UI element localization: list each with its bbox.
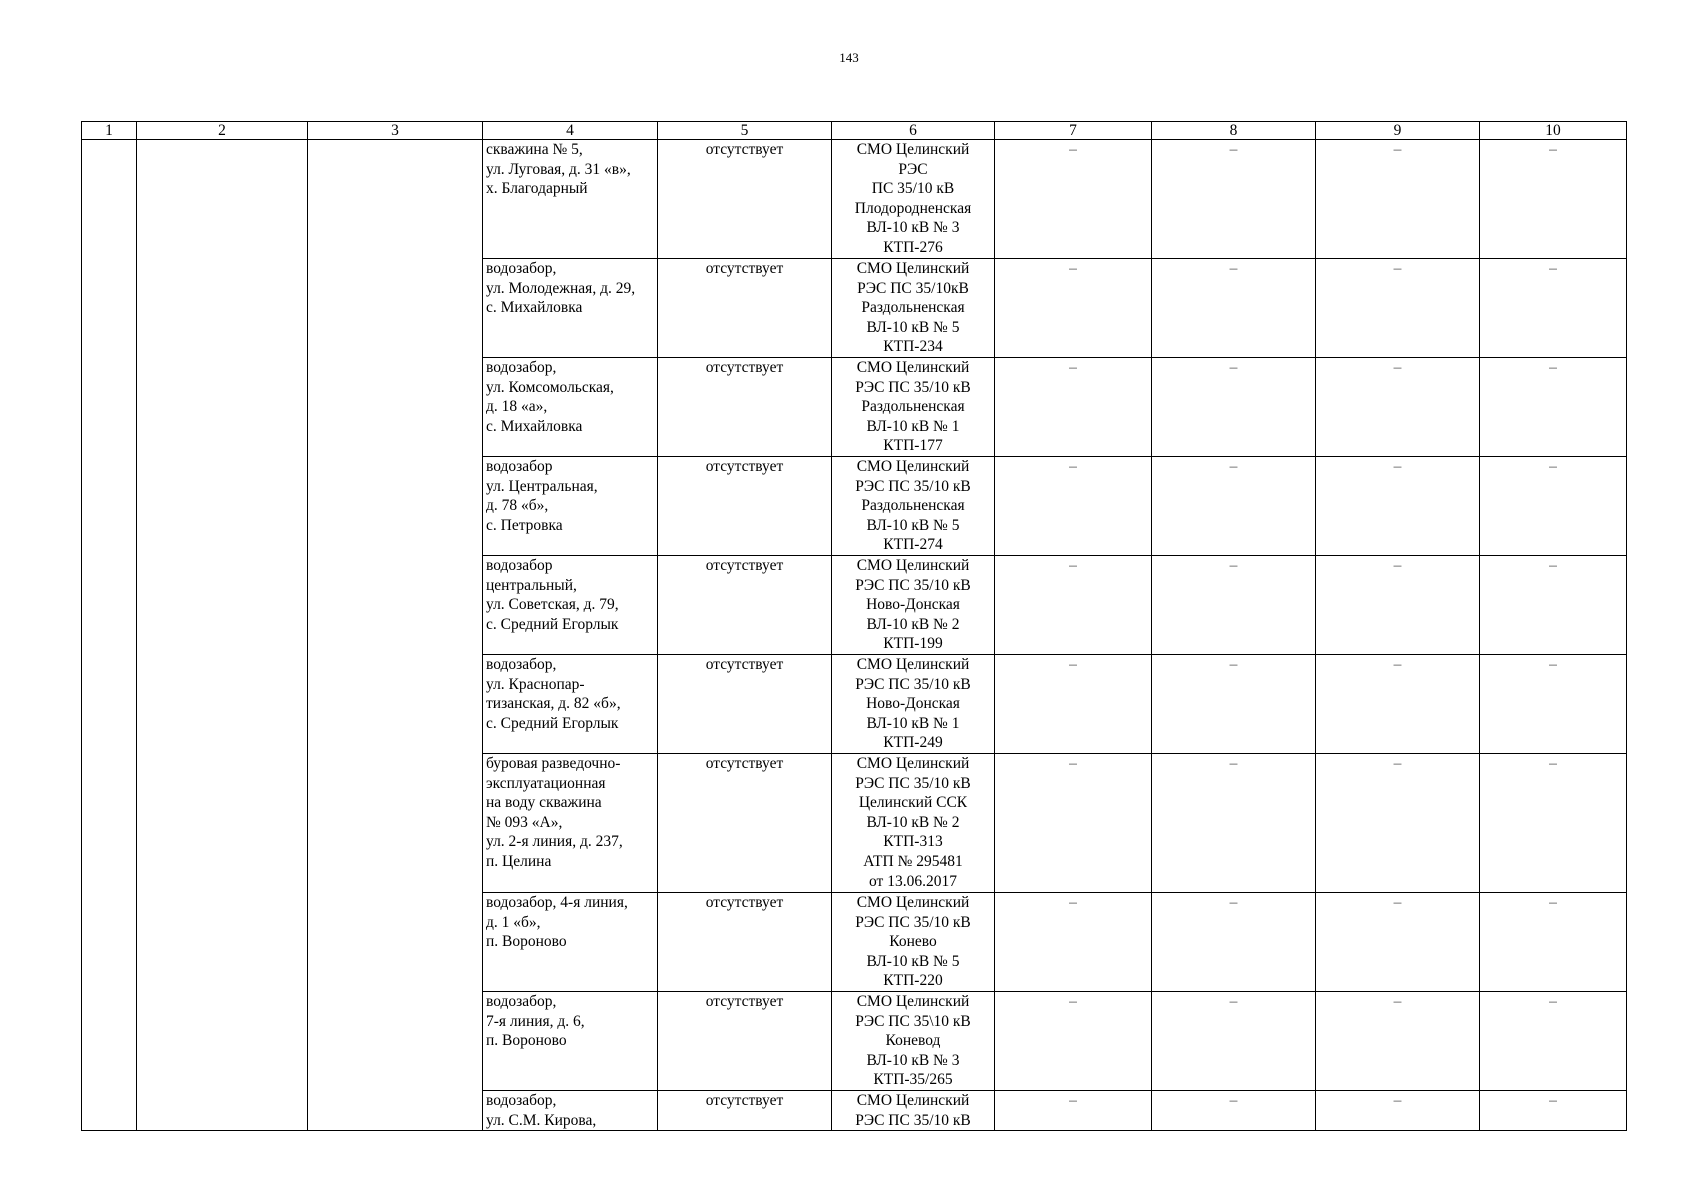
object-line: № 093 «А»,: [486, 813, 563, 831]
object-line: водозабор,: [486, 1092, 557, 1109]
power-source-cell: [832, 457, 995, 556]
object-cell: [483, 556, 658, 655]
header-row: [82, 122, 1627, 140]
dash-cell-c9: –: [1316, 259, 1480, 358]
power-source-line: СМО Целинский: [856, 557, 970, 574]
status-cell: отсутствует: [658, 1091, 832, 1131]
dash-cell-c9: –: [1316, 655, 1480, 754]
dash-cell-c8: –: [1152, 556, 1316, 655]
object-line: п. Целина: [486, 852, 552, 870]
dash-cell-c7: –: [995, 992, 1152, 1091]
dash-cell-c7: –: [995, 754, 1152, 893]
power-source-cell: [832, 140, 995, 259]
status-cell: отсутствует: [658, 358, 832, 457]
table-header: [82, 122, 1627, 140]
object-line: водозабор,: [486, 656, 557, 673]
power-source-line: РЭС ПС 35/10 кВ: [855, 378, 971, 396]
object-line: эксплуатационная: [486, 774, 606, 792]
dash-cell-c8: –: [1152, 754, 1316, 893]
power-source-line: СМО Целинский: [856, 458, 970, 475]
power-source-cell: [832, 992, 995, 1091]
dash-cell-c8: –: [1152, 457, 1316, 556]
object-line: п. Вороново: [486, 1032, 567, 1050]
power-source-line: ПС 35/10 кВ: [871, 180, 955, 198]
object-line: скважина № 5,: [486, 141, 583, 158]
object-line: д. 1 «б»,: [486, 913, 541, 931]
object-line: ул. 2-я линия, д. 237,: [486, 833, 623, 851]
dash-cell-c7: –: [995, 259, 1152, 358]
object-line: ул. Молодежная, д. 29,: [486, 279, 636, 297]
header-cell-6: 6: [832, 122, 995, 140]
object-cell: [483, 358, 658, 457]
dash-cell-c9: –: [1316, 754, 1480, 893]
header-cell-1: 1: [82, 122, 137, 140]
power-source-line: Целинский ССК: [858, 794, 968, 812]
power-source-line: КТП-220: [883, 972, 943, 990]
power-source-line: ВЛ-10 кВ № 1: [866, 417, 960, 435]
power-source-line: Раздольненская: [861, 398, 965, 416]
header-cell-9: 9: [1316, 122, 1480, 140]
empty-cell-col-3: [308, 140, 483, 1131]
object-line: водозабор,: [486, 993, 557, 1010]
data-table: [81, 121, 1627, 1131]
table-row: [82, 140, 1627, 259]
object-line: с. Михайловка: [486, 299, 583, 317]
power-source-line: Конево: [889, 933, 937, 951]
status-cell: отсутствует: [658, 992, 832, 1091]
object-line: п. Вороново: [486, 933, 567, 951]
object-line: водозабор: [486, 557, 553, 574]
dash-cell-c10: –: [1480, 754, 1627, 893]
power-source-cell: [832, 655, 995, 754]
object-line: на воду скважина: [486, 794, 602, 812]
power-source-line: ВЛ-10 кВ № 2: [866, 813, 960, 831]
power-source-line: Ново-Донская: [866, 695, 960, 713]
power-source-line: ВЛ-10 кВ № 3: [866, 1051, 960, 1069]
power-source-line: РЭС ПС 35\10 кВ: [855, 1012, 971, 1030]
object-line: ул. Луговая, д. 31 «в»,: [486, 160, 631, 178]
object-line: водозабор: [486, 458, 553, 475]
power-source-line: ВЛ-10 кВ № 5: [866, 952, 960, 970]
dash-cell-c9: –: [1316, 893, 1480, 992]
dash-cell-c10: –: [1480, 556, 1627, 655]
object-line: центральный,: [486, 576, 577, 594]
power-source-line: КТП-249: [883, 734, 943, 752]
header-cell-8: 8: [1152, 122, 1316, 140]
header-cell-5: 5: [658, 122, 832, 140]
table-body: [82, 140, 1627, 1131]
power-source-line: РЭС ПС 35/10 кВ: [855, 477, 971, 495]
power-source-line: от 13.06.2017: [869, 872, 957, 890]
power-source-line: ВЛ-10 кВ № 5: [866, 318, 960, 336]
power-source-cell: [832, 259, 995, 358]
object-cell: [483, 992, 658, 1091]
dash-cell-c8: –: [1152, 655, 1316, 754]
dash-cell-c9: –: [1316, 556, 1480, 655]
object-line: ул. Центральная,: [486, 477, 598, 495]
header-cell-7: 7: [995, 122, 1152, 140]
dash-cell-c8: –: [1152, 992, 1316, 1091]
object-cell: [483, 259, 658, 358]
status-cell: отсутствует: [658, 140, 832, 259]
power-source-line: Коневод: [885, 1032, 941, 1050]
power-source-line: СМО Целинский: [856, 894, 970, 911]
power-source-line: Раздольненская: [861, 497, 965, 515]
object-line: буровая разведочно-: [486, 755, 621, 772]
object-line: ул. Краснопар-: [486, 675, 585, 693]
power-source-line: СМО Целинский: [856, 656, 970, 673]
object-line: 7-я линия, д. 6,: [486, 1012, 585, 1030]
power-source-line: РЭС ПС 35/10 кВ: [855, 675, 971, 693]
power-source-line: Ново-Донская: [866, 596, 960, 614]
power-source-line: СМО Целинский: [856, 993, 970, 1010]
object-line: с. Средний Егорлык: [486, 615, 619, 633]
dash-cell-c10: –: [1480, 655, 1627, 754]
power-source-line: Плодородненская: [854, 199, 972, 217]
object-line: с. Михайловка: [486, 417, 583, 435]
object-cell: [483, 457, 658, 556]
dash-cell-c8: –: [1152, 140, 1316, 259]
power-source-line: КТП-234: [883, 338, 943, 356]
object-cell: [483, 754, 658, 893]
dash-cell-c10: –: [1480, 457, 1627, 556]
status-cell: отсутствует: [658, 457, 832, 556]
dash-cell-c8: –: [1152, 893, 1316, 992]
dash-cell-c7: –: [995, 893, 1152, 992]
object-line: ул. Советская, д. 79,: [486, 596, 619, 614]
object-line: д. 78 «б»,: [486, 497, 549, 515]
power-source-cell: [832, 1091, 995, 1131]
object-line: х. Благодарный: [486, 180, 588, 198]
object-cell: [483, 893, 658, 992]
power-source-line: СМО Целинский: [856, 359, 970, 376]
power-source-line: ВЛ-10 кВ № 1: [866, 714, 960, 732]
dash-cell-c10: –: [1480, 992, 1627, 1091]
dash-cell-c9: –: [1316, 358, 1480, 457]
power-source-line: РЭС ПС 35/10 кВ: [855, 576, 971, 594]
dash-cell-c10: –: [1480, 893, 1627, 992]
power-source-line: СМО Целинский: [856, 141, 970, 158]
header-cell-4: 4: [483, 122, 658, 140]
header-cell-3: 3: [308, 122, 483, 140]
object-line: водозабор, 4-я линия,: [486, 894, 628, 911]
status-cell: отсутствует: [658, 893, 832, 992]
status-cell: отсутствует: [658, 655, 832, 754]
power-source-line: ВЛ-10 кВ № 2: [866, 615, 960, 633]
object-line: водозабор,: [486, 260, 557, 277]
power-source-line: РЭС ПС 35/10 кВ: [855, 1111, 971, 1129]
power-source-line: РЭС ПС 35/10кВ: [857, 279, 969, 297]
dash-cell-c10: –: [1480, 1091, 1627, 1131]
object-line: с. Петровка: [486, 516, 563, 534]
empty-cell-col-2: [137, 140, 308, 1131]
power-source-line: СМО Целинский: [856, 755, 970, 772]
power-source-line: КТП-199: [883, 635, 943, 653]
object-cell: [483, 1091, 658, 1131]
dash-cell-c10: –: [1480, 259, 1627, 358]
dash-cell-c8: –: [1152, 259, 1316, 358]
power-source-line: КТП-276: [883, 238, 943, 256]
dash-cell-c9: –: [1316, 992, 1480, 1091]
object-line: тизанская, д. 82 «б»,: [486, 695, 621, 713]
power-source-line: ВЛ-10 кВ № 5: [866, 516, 960, 534]
object-line: водозабор,: [486, 359, 557, 376]
dash-cell-c10: –: [1480, 358, 1627, 457]
dash-cell-c7: –: [995, 140, 1152, 259]
header-cell-2: 2: [137, 122, 308, 140]
dash-cell-c8: –: [1152, 358, 1316, 457]
power-source-line: Раздольненская: [861, 299, 965, 317]
power-source-line: КТП-177: [883, 437, 943, 455]
status-cell: отсутствует: [658, 259, 832, 358]
power-source-line: РЭС ПС 35/10 кВ: [855, 774, 971, 792]
dash-cell-c7: –: [995, 457, 1152, 556]
power-source-cell: [832, 358, 995, 457]
power-source-line: КТП-35/265: [873, 1071, 953, 1089]
power-source-line: КТП-313: [883, 833, 943, 851]
object-line: ул. Комсомольская,: [486, 378, 614, 396]
power-source-line: РЭС: [898, 160, 928, 178]
dash-cell-c7: –: [995, 1091, 1152, 1131]
status-cell: отсутствует: [658, 754, 832, 893]
empty-cell-col-1: [82, 140, 137, 1131]
dash-cell-c7: –: [995, 358, 1152, 457]
power-source-line: КТП-274: [883, 536, 943, 554]
dash-cell-c9: –: [1316, 140, 1480, 259]
dash-cell-c7: –: [995, 655, 1152, 754]
status-cell: отсутствует: [658, 556, 832, 655]
dash-cell-c9: –: [1316, 1091, 1480, 1131]
power-source-line: ВЛ-10 кВ № 3: [866, 219, 960, 237]
dash-cell-c10: –: [1480, 140, 1627, 259]
dash-cell-c7: –: [995, 556, 1152, 655]
power-source-line: АТП № 295481: [863, 852, 963, 870]
power-source-line: СМО Целинский: [856, 1092, 970, 1109]
object-line: ул. С.М. Кирова,: [486, 1111, 597, 1129]
power-source-cell: [832, 893, 995, 992]
object-line: с. Средний Егорлык: [486, 714, 619, 732]
power-source-line: СМО Целинский: [856, 260, 970, 277]
power-source-cell: [832, 754, 995, 893]
object-line: д. 18 «а»,: [486, 398, 548, 416]
object-cell: [483, 655, 658, 754]
dash-cell-c8: –: [1152, 1091, 1316, 1131]
dash-cell-c9: –: [1316, 457, 1480, 556]
header-cell-10: 10: [1480, 122, 1627, 140]
power-source-line: РЭС ПС 35/10 кВ: [855, 913, 971, 931]
object-cell: [483, 140, 658, 259]
page-number: 143: [839, 50, 859, 65]
power-source-cell: [832, 556, 995, 655]
